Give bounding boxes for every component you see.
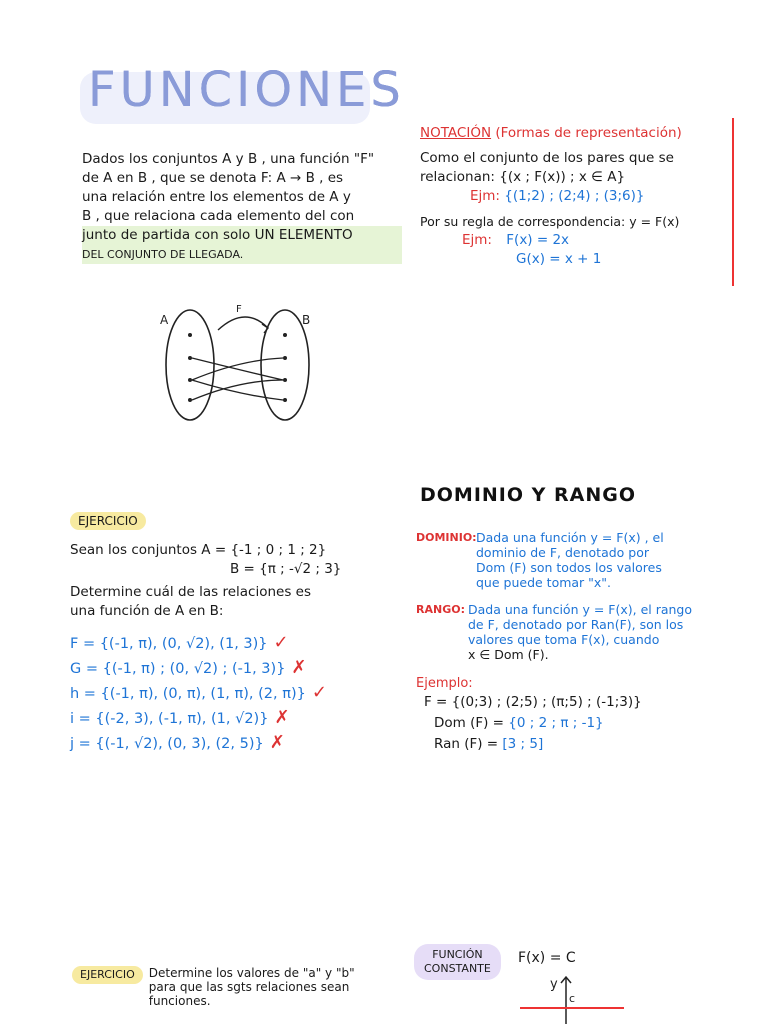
relation-text: j = {(-1, √2), (0, 3), (2, 5)} bbox=[70, 736, 264, 752]
rango-row bbox=[416, 602, 736, 662]
rango-text bbox=[468, 602, 692, 662]
ran-label: Ran (F) = bbox=[434, 736, 499, 752]
exercise2-block bbox=[72, 966, 412, 1008]
definition-line: de A en B , que se denota F: A → B , es bbox=[82, 170, 344, 186]
example-set: {(1;2) ; (2;4) ; (3;6)} bbox=[504, 188, 645, 204]
definition-line: DEL CONJUNTO DE LLEGADA. bbox=[82, 245, 402, 264]
dom-row bbox=[416, 716, 736, 731]
constant-graph bbox=[520, 972, 630, 1024]
relation-text: i = {(-2, 3), (-1, π), (1, √2)} bbox=[70, 711, 269, 727]
dominio-text bbox=[476, 530, 664, 590]
set-a-oval bbox=[166, 310, 214, 420]
exercise-line: para que las sgts relaciones sean bbox=[148, 980, 350, 994]
cross-icon: ✗ bbox=[291, 657, 307, 678]
notation-subheading: (Formas de representación) bbox=[495, 125, 682, 141]
label-f: F bbox=[236, 304, 242, 315]
relation-item bbox=[70, 656, 390, 681]
ran-value: [3 ; 5] bbox=[502, 736, 544, 752]
rango-label: RANGO: bbox=[416, 603, 465, 616]
definition-line: B , que relaciona cada elemento del con bbox=[82, 208, 355, 224]
check-icon: ✓ bbox=[273, 632, 289, 653]
dominio-line: dominio de F, denotado por bbox=[476, 545, 650, 560]
definition-line: Dados los conjuntos A y B , una función "F" bbox=[82, 151, 375, 167]
relation-item bbox=[70, 631, 390, 656]
axis-y-label: y bbox=[550, 977, 558, 992]
example-label: Ejemplo: bbox=[416, 676, 473, 691]
ran-row bbox=[416, 737, 736, 752]
exercise1-block bbox=[70, 512, 390, 756]
constant-badge-line: CONSTANTE bbox=[424, 962, 491, 975]
cross-icon: ✗ bbox=[269, 732, 285, 753]
constant-badge bbox=[414, 944, 501, 980]
example-label: Ejm: bbox=[462, 232, 492, 248]
dominio-line: Dom (F) son todos los valores bbox=[476, 560, 662, 575]
notation-line: relacionan: {(x ; F(x)) ; x ∈ A} bbox=[420, 169, 626, 185]
rango-line: Dada una función y = F(x), el rango bbox=[468, 602, 693, 617]
exercise2-text bbox=[149, 966, 355, 1008]
relation-text: h = {(-1, π), (0, π), (1, π), (2, π)} bbox=[70, 686, 306, 702]
page-title: FUNCIONES bbox=[88, 62, 405, 118]
dominio-line: Dada una función y = F(x) , el bbox=[476, 530, 664, 545]
constant-formula: F(x) = C bbox=[518, 950, 576, 966]
notation-heading-row bbox=[420, 124, 740, 143]
exercise-line: una función de A en B: bbox=[70, 603, 224, 619]
set-b-points bbox=[283, 333, 287, 402]
example-function: F = {(0;3) ; (2;5) ; (π;5) ; (-1;3)} bbox=[424, 694, 642, 710]
relation-text: F = {(-1, π), (0, √2), (1, 3)} bbox=[70, 636, 268, 652]
exercise-line: B = {π ; -√2 ; 3} bbox=[230, 561, 342, 577]
dominio-row bbox=[416, 530, 736, 590]
dom-value: {0 ; 2 ; π ; -1} bbox=[508, 715, 604, 731]
definition-block bbox=[82, 150, 402, 264]
arrow-f-head bbox=[262, 324, 268, 333]
dom-label: Dom (F) = bbox=[434, 715, 504, 731]
definition-line: junto de partida con solo UN ELEMENTO bbox=[82, 226, 402, 245]
label-b: B bbox=[302, 313, 311, 327]
exercise-badge: EJERCICIO bbox=[72, 966, 143, 984]
check-icon: ✓ bbox=[311, 682, 327, 703]
relation-text: G = {(-1, π) ; (0, √2) ; (-1, 3)} bbox=[70, 661, 286, 677]
relation-item bbox=[70, 706, 390, 731]
set-a-points bbox=[188, 333, 192, 402]
axis-c-label: c bbox=[569, 992, 576, 1005]
margin-line bbox=[732, 118, 734, 286]
example-label: Ejm: bbox=[470, 188, 500, 204]
rango-line: x ∈ Dom (F). bbox=[468, 647, 549, 662]
definition-line: una relación entre los elementos de A y bbox=[82, 189, 351, 205]
rango-line: valores que toma F(x), cuando bbox=[468, 632, 660, 647]
relations-list bbox=[70, 631, 390, 756]
notation-example-row bbox=[420, 187, 740, 206]
example-formula: F(x) = 2x bbox=[506, 232, 570, 248]
exercise-badge: EJERCICIO bbox=[70, 512, 146, 530]
domain-range-block bbox=[416, 530, 736, 752]
arrow-f bbox=[218, 317, 268, 330]
notation-line: Como el conjunto de los pares que se bbox=[420, 150, 674, 166]
rango-line: de F, denotado por Ran(F), son los bbox=[468, 617, 684, 632]
function-diagram bbox=[150, 300, 330, 425]
notation-line: Por su regla de correspondencia: y = F(x) bbox=[420, 214, 680, 229]
mapping-lines bbox=[192, 358, 283, 400]
exercise-line: Sean los conjuntos A = {-1 ; 0 ; 1 ; 2} bbox=[70, 542, 327, 558]
domain-range-title: DOMINIO Y RANGO bbox=[420, 484, 636, 506]
exercise-line: Determine cuál de las relaciones es bbox=[70, 584, 312, 600]
label-a: A bbox=[160, 313, 169, 327]
notation-block bbox=[420, 124, 740, 269]
cross-icon: ✗ bbox=[274, 707, 290, 728]
dominio-line: que puede tomar "x". bbox=[476, 575, 612, 590]
exercise-line: Determine los valores de "a" y "b" bbox=[148, 966, 355, 980]
notation-example-row bbox=[420, 231, 740, 250]
exercise-line: funciones. bbox=[148, 994, 211, 1008]
relation-item bbox=[70, 731, 390, 756]
notation-heading: NOTACIÓN bbox=[420, 125, 492, 141]
relation-item bbox=[70, 681, 390, 706]
dominio-label: DOMINIO: bbox=[416, 531, 477, 544]
constant-badge-line: FUNCIÓN bbox=[432, 948, 483, 961]
example-formula: G(x) = x + 1 bbox=[516, 251, 602, 267]
